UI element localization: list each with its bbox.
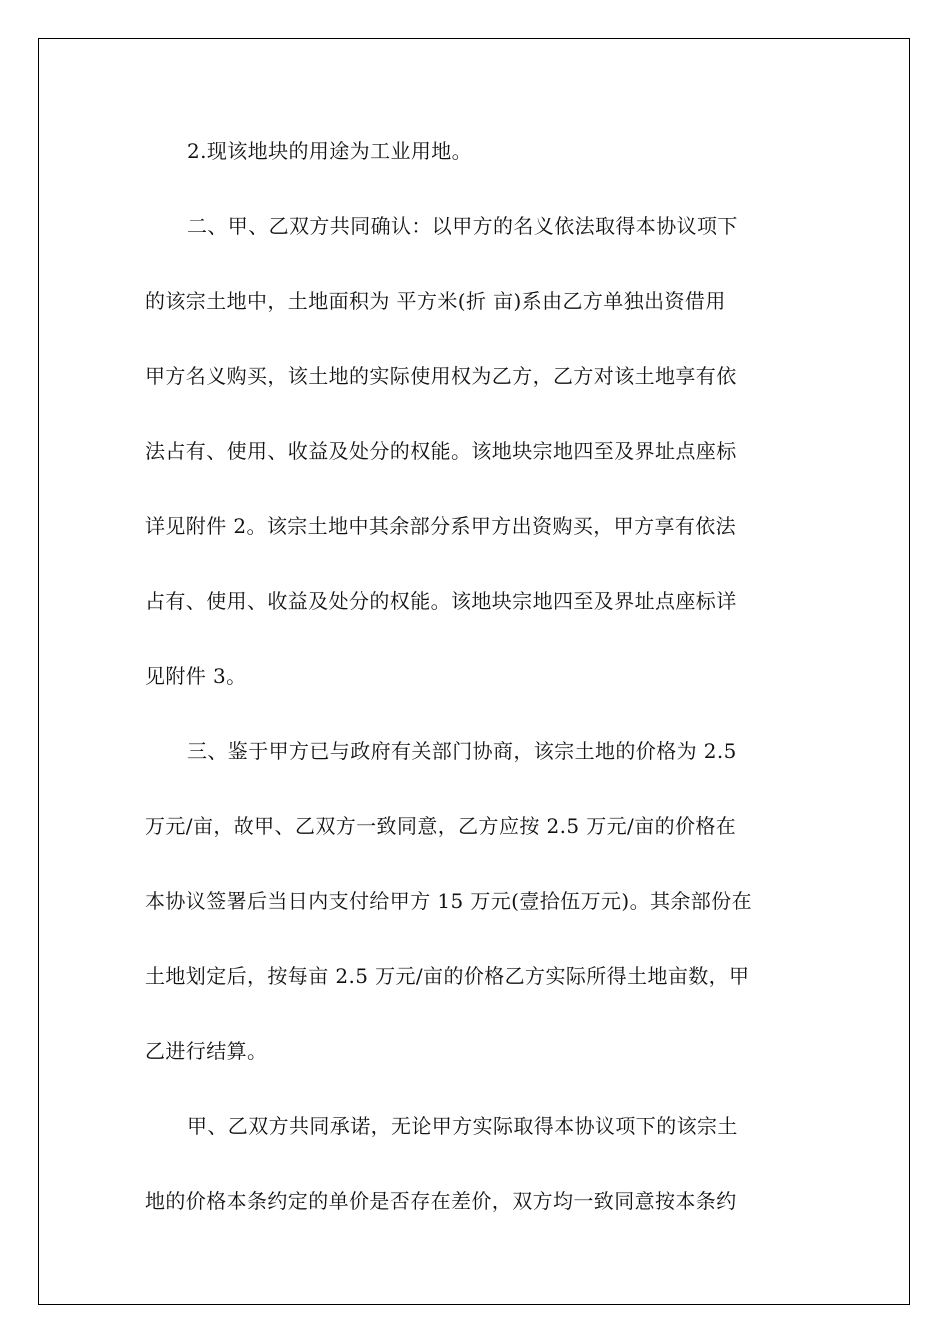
paragraph-line: 万元/亩，故甲、乙双方一致同意，乙方应按 2.5 万元/亩的价格在 xyxy=(145,814,737,838)
paragraph-line: 甲、乙双方共同承诺，无论甲方实际取得本协议项下的该宗土 xyxy=(187,1114,738,1138)
paragraph-line: 详见附件 2。该宗土地中其余部分系甲方出资购买，甲方享有依法 xyxy=(145,514,737,538)
paragraph-line: 三、鉴于甲方已与政府有关部门协商，该宗土地的价格为 2.5 xyxy=(187,739,737,763)
paragraph-line: 的该宗土地中，土地面积为 平方米(折 亩)系由乙方单独出资借用 xyxy=(145,289,726,313)
paragraph-line: 二、甲、乙双方共同确认：以甲方的名义依法取得本协议项下 xyxy=(187,214,738,238)
paragraph-line: 地的价格本条约定的单价是否存在差价，双方均一致同意按本条约 xyxy=(145,1189,737,1213)
paragraph-line: 乙进行结算。 xyxy=(145,1039,268,1063)
paragraph-line: 土地划定后，按每亩 2.5 万元/亩的价格乙方实际所得土地亩数，甲 xyxy=(145,964,750,988)
paragraph-line: 占有、使用、收益及处分的权能。该地块宗地四至及界址点座标详 xyxy=(145,589,737,613)
paragraph-line: 2.现该地块的用途为工业用地。 xyxy=(187,139,473,163)
paragraph-line: 法占有、使用、收益及处分的权能。该地块宗地四至及界址点座标 xyxy=(145,439,737,463)
paragraph-line: 本协议签署后当日内支付给甲方 15 万元(壹拾伍万元)。其余部份在 xyxy=(145,889,752,913)
paragraph-line: 甲方名义购买，该土地的实际使用权为乙方，乙方对该土地享有依 xyxy=(145,364,737,388)
paragraph-line: 见附件 3。 xyxy=(145,664,247,688)
